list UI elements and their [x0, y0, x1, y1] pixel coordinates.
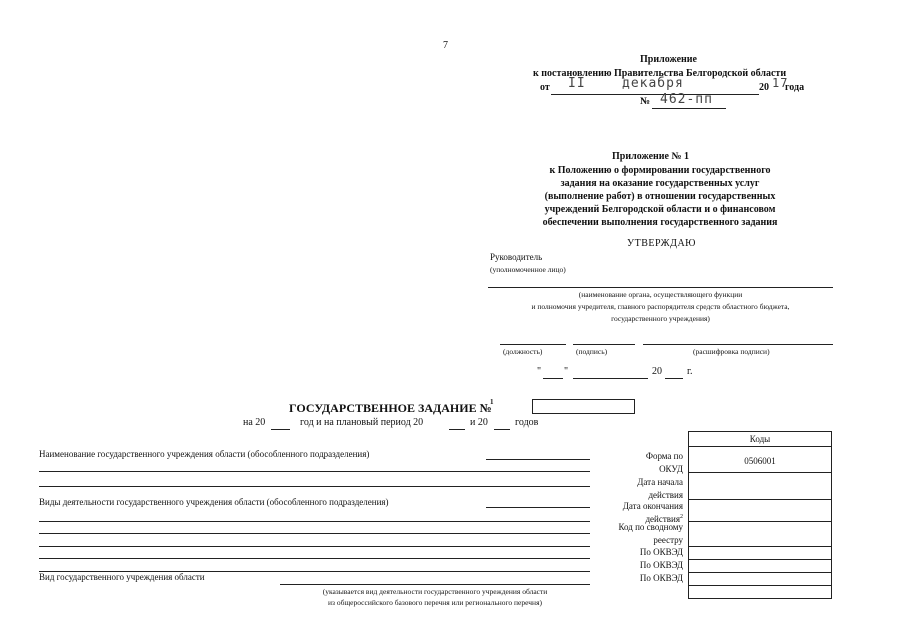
- approve-title: УТВЕРЖДАЮ: [627, 238, 696, 249]
- codes-divider: [689, 585, 831, 586]
- org-caption-line: (наименование органа, осуществляющего функции: [578, 290, 743, 299]
- period-year-line: [271, 429, 290, 430]
- code-label-okved-3: По ОКВЭД: [639, 573, 683, 583]
- header-line1: к постановлению Правительства Белгородской области: [533, 68, 787, 79]
- decoding-caption: (расшифровка подписи): [693, 347, 770, 356]
- activity-types-line-3[interactable]: [39, 546, 590, 547]
- code-label-line: Дата начала: [637, 477, 683, 487]
- codes-divider: [689, 559, 831, 560]
- institution-name-label: Наименование государственного учреждения области (обособленного подразделения): [39, 449, 370, 459]
- date-year-line: [665, 378, 683, 379]
- codes-table: [688, 431, 832, 599]
- period-mid: год и на плановый период 20: [300, 417, 424, 428]
- decoding-line: [643, 344, 833, 345]
- date-month-line: [573, 378, 648, 379]
- header-title: Приложение: [640, 54, 697, 65]
- code-label-line: действия: [648, 490, 683, 500]
- institution-name-line-2[interactable]: [39, 486, 590, 487]
- institution-kind-label: Вид государственного учреждения области: [39, 572, 205, 582]
- period-and: и 20: [470, 417, 488, 428]
- kind-caption-line: (указывается вид деятельности государственного учреждения области: [322, 587, 548, 596]
- header-number-label: №: [640, 96, 651, 107]
- header-year-word: года: [785, 82, 805, 93]
- code-label-line: реестру: [653, 535, 683, 545]
- code-label-okved-1: По ОКВЭД: [639, 547, 683, 557]
- task-number-box[interactable]: [532, 399, 635, 414]
- code-label-okved-2: По ОКВЭД: [639, 560, 683, 570]
- codes-divider: [689, 521, 831, 522]
- appendix-line: к Положению о формировании государственного: [549, 165, 771, 176]
- appendix-lines: [510, 164, 810, 229]
- activity-types-line-4[interactable]: [39, 558, 590, 559]
- header-month: декабря: [622, 76, 684, 91]
- code-label-text: действия: [645, 514, 680, 524]
- kind-caption-line: из общероссийского базового перечня или регионального перечня): [327, 598, 543, 607]
- code-label-registry: [598, 521, 683, 547]
- codes-header: Коды: [749, 434, 771, 444]
- approve-head-sub: (уполномоченное лицо): [490, 265, 566, 274]
- codes-divider: [689, 546, 831, 547]
- institution-name-line-1[interactable]: [39, 471, 590, 472]
- task-title: ГОСУДАРСТВЕННОЕ ЗАДАНИЕ №: [289, 401, 492, 415]
- date-suffix: г.: [687, 366, 693, 377]
- org-caption-line: и полномочия учредителя, главного распорядителя средств областного бюджета,: [531, 302, 790, 311]
- date-underline: [551, 94, 759, 95]
- period-year2-line: [449, 429, 465, 430]
- code-value-okud: 0506001: [744, 456, 776, 466]
- codes-divider: [689, 472, 831, 473]
- date-day-line: [543, 378, 563, 379]
- code-label-line: Форма по: [645, 451, 683, 461]
- task-footnote: 1: [490, 398, 494, 406]
- signature-caption: (подпись): [576, 347, 608, 356]
- position-line: [500, 344, 566, 345]
- period-end: годов: [515, 417, 539, 428]
- activity-types-short-line[interactable]: [486, 507, 590, 508]
- approve-head: Руководитель: [490, 252, 543, 262]
- activity-types-line-1[interactable]: [39, 521, 590, 522]
- appendix-line: задания на оказание государственных услуг: [560, 178, 760, 189]
- date-quote-open: ": [537, 366, 542, 377]
- header-day: II: [568, 76, 586, 91]
- institution-kind-line[interactable]: [280, 584, 590, 585]
- date-year: 20: [652, 366, 662, 377]
- page-number: 7: [443, 40, 448, 51]
- code-label-start: [600, 476, 683, 502]
- header-year-prefix: 20: [759, 82, 769, 93]
- codes-divider: [689, 572, 831, 573]
- header-from-label: от: [540, 82, 550, 93]
- appendix-line: обеспечении выполнения государственного задания: [542, 217, 778, 228]
- code-label-line: Код по сводному: [618, 522, 683, 532]
- signature-line: [573, 344, 635, 345]
- activity-types-line-2[interactable]: [39, 533, 590, 534]
- header-number: 462-пп: [660, 92, 713, 107]
- org-caption: [488, 289, 833, 325]
- institution-name-short-line[interactable]: [486, 459, 590, 460]
- codes-divider: [689, 499, 831, 500]
- appendix-title: Приложение № 1: [612, 151, 690, 162]
- codes-divider: [689, 446, 831, 447]
- activity-types-label: Виды деятельности государственного учреждения области (обособленного подразделения): [39, 497, 389, 507]
- period-for: на 20: [243, 417, 266, 428]
- header-year-suffix: 17: [772, 76, 789, 90]
- number-underline: [652, 108, 726, 109]
- appendix-line: (выполнение работ) в отношении государственных: [544, 191, 776, 202]
- code-label-okud: [600, 450, 683, 476]
- institution-kind-caption: [280, 586, 590, 608]
- appendix-line: учреждений Белгородской области и о финансовом: [544, 204, 776, 215]
- date-quote-close: ": [564, 366, 569, 377]
- position-caption: (должность): [503, 347, 543, 356]
- code-footnote: 2: [680, 514, 683, 520]
- org-caption-line: государственного учреждения): [611, 314, 710, 323]
- code-label-line: Дата окончания: [622, 501, 683, 511]
- period-year3-line: [494, 429, 510, 430]
- org-line: [488, 287, 833, 288]
- code-label-line: ОКУД: [659, 464, 683, 474]
